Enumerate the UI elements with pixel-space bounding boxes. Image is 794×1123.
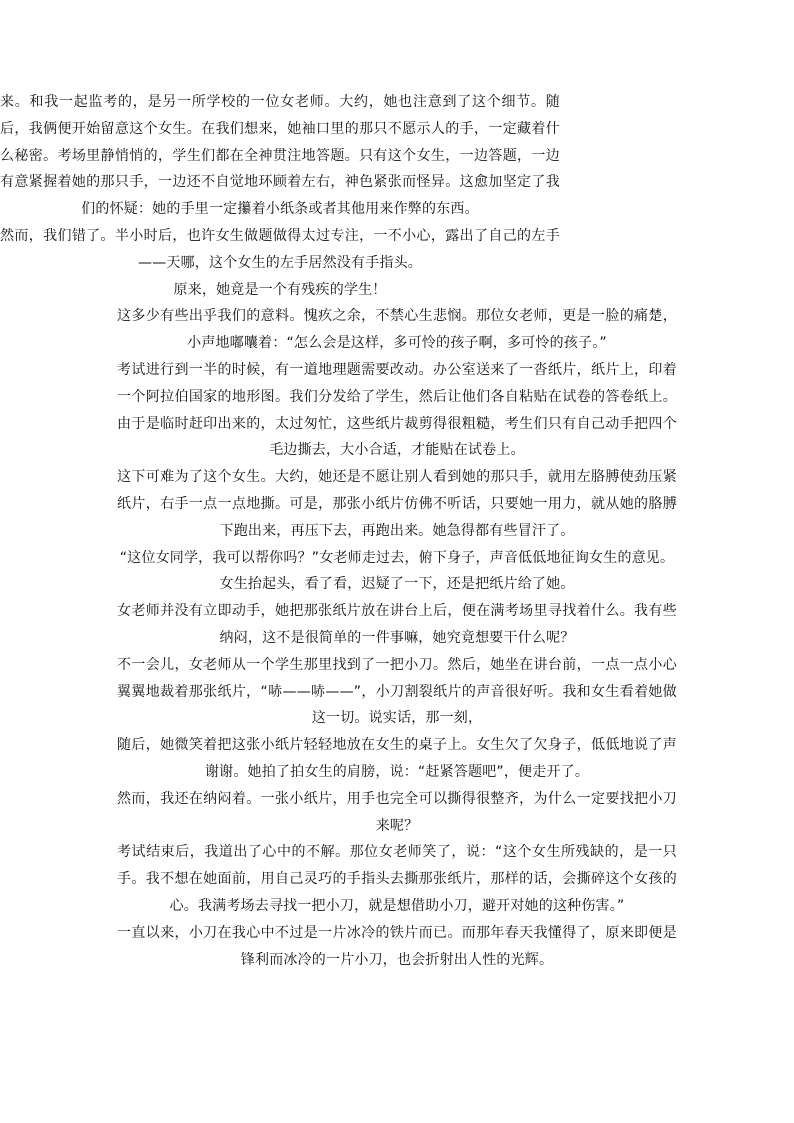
paragraph: 考试结束后，我道出了心中的不解。那位女老师笑了，说：“这个女生所残缺的，是一只手。我不想在她面前，用自己灵巧的手指头去撕那张纸片，那样的话，会撕碎这个女孩的心。我满考场去寻找一把小刀，就是想借助小刀，避开对她的这种伤害。” [117,844,677,914]
paragraph: 女老师并没有立即动手，她把那张纸片放在讲台上后，便在满考场里寻找着什么。我有些纳闷，这不是很简单的一件事嘛，她究竟想要干什么呢？ [117,603,677,646]
paragraph: 一直以来，小刀在我心中不过是一片冰冷的铁片而已。而那年春天我懂得了，原来即便是锋利而冰冷的一片小刀，也会折射出人性的光辉。 [117,924,677,968]
paragraph: 然而，我们错了。半小时后，也许女生做题做得太过专注，一不小心，露出了自己的左手——天哪，这个女生的左手居然没有手指头。 [0,227,560,271]
paragraph: 原来，她竟是一个有残疾的学生！ [173,281,387,298]
paragraph: 这下可难为了这个女生。大约，她还是不愿让别人看到她的那只手，就用左胳膊使劲压紧纸片，右手一点一点地撕。可是，那张小纸片仿佛不听话，只要她一用力，就从她的胳膊下跑出来，再压下去，再跑出来。她急得都有些冒汗了。 [117,469,677,539]
paragraph: 考试进行到一半的时候，有一道地理题需要改动。办公室送来了一沓纸片，纸片上，印着一个阿拉伯国家的地形图。我们分发给了学生，然后让他们各自粘贴在试卷的答卷纸上。由于是临时赶印出来的，太过匆忙，这些纸片裁剪得很粗糙，考生们只有自己动手把四个毛边撕去，大小合适，才能贴在试卷上。 [117,361,677,459]
paragraph: 来。和我一起监考的，是另一所学校的一位女老师。大约，她也注意到了这个细节。随后，我俩便开始留意这个女生。在我们想来，她袖口里的那只不愿示人的手，一定藏着什么秘密。考场里静悄悄的，学生们都在全神贯注地答题。只有这个女生，一边答题，一边有意紧握着她的那只手，一边还不自觉地环顾着左右，神色紧张而怪异。这愈加坚定了我们的怀疑：她的手里一定攥着小纸条或者其他用来作弊的东西。 [0,94,560,218]
paragraph: 不一会儿，女老师从一个学生那里找到了一把小刀。然后，她坐在讲台前，一点一点小心翼翼地裁着那张纸片，“哧——哧——”，小刀割裂纸片的声音很好听。我和女生看着她做这一切。说实话，那一刻， [117,656,677,727]
document-body [0,89,794,973]
paragraph: 随后，她微笑着把这张小纸片轻轻地放在女生的桌子上。女生欠了欠身子，低低地说了声谢谢。她拍了拍女生的肩膀，说：“赶紧答题吧”，便走开了。 [117,737,677,780]
paragraph: 然而，我还在纳闷着。一张小纸片，用手也完全可以撕得很整齐，为什么一定要找把小刀来呢？ [117,790,677,834]
paragraph: 这多少有些出乎我们的意料。愧疚之余，不禁心生悲悯。那位女老师，更是一脸的痛楚，小声地嘟囔着：“怎么会是这样，多可怜的孩子啊，多可怜的孩子。” [117,308,677,352]
paragraph: 女生抬起头，看了看，迟疑了一下，还是把纸片给了她。 [219,576,575,593]
paragraph: “这位女同学，我可以帮你吗？”女老师走过去，俯下身子，声音低低地征询女生的意见。 [119,549,675,566]
